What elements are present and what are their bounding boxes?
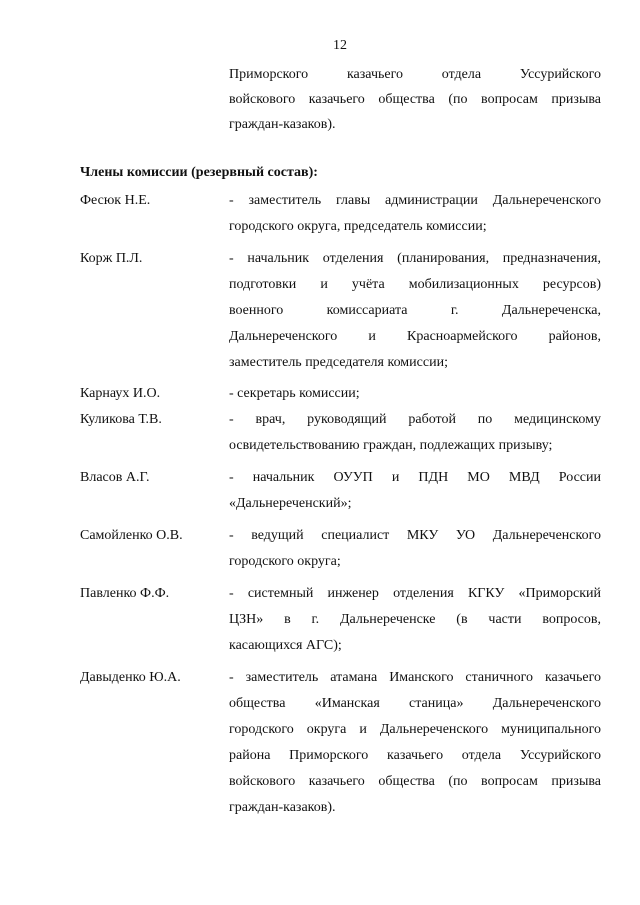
role-line: - начальник отделения (планирования, предназначения, bbox=[229, 251, 601, 266]
continuation-line: Приморского казачьего отдела Уссурийского bbox=[229, 67, 601, 82]
member-row bbox=[80, 381, 601, 407]
member-row bbox=[80, 246, 601, 376]
member-row bbox=[80, 465, 601, 517]
member-row bbox=[80, 665, 601, 821]
role-line: - заместитель главы администрации Дальнереченского bbox=[229, 193, 601, 208]
member-role bbox=[229, 188, 601, 240]
role-line: района Приморского казачьего отдела Уссурийского bbox=[229, 748, 601, 763]
page-number: 12 bbox=[333, 38, 347, 53]
role-line: «Дальнереченский»; bbox=[229, 496, 352, 511]
role-line: городского округа, председатель комиссии; bbox=[229, 219, 487, 234]
role-line: граждан-казаков). bbox=[229, 800, 336, 815]
member-name: Куликова Т.В. bbox=[80, 412, 162, 427]
member-row bbox=[80, 407, 601, 459]
continuation-text bbox=[229, 62, 601, 137]
member-name: Фесюк Н.Е. bbox=[80, 193, 151, 208]
role-line: - секретарь комиссии; bbox=[229, 386, 360, 401]
role-line: подготовки и учёта мобилизационных ресурсов) bbox=[229, 277, 601, 292]
role-line: касающихся АГС); bbox=[229, 638, 342, 653]
role-line: - системный инженер отделения КГКУ «Приморский bbox=[229, 586, 601, 601]
continuation-line: граждан-казаков). bbox=[229, 117, 336, 132]
role-line: - начальник ОУУП и ПДН МО МВД России bbox=[229, 470, 601, 485]
role-line: городского округа и Дальнереченского муниципального bbox=[229, 722, 601, 737]
member-name: Карнаух И.О. bbox=[80, 386, 161, 401]
member-role bbox=[229, 665, 601, 821]
member-role bbox=[229, 581, 601, 659]
member-name: Павленко Ф.Ф. bbox=[80, 586, 170, 601]
member-role bbox=[229, 246, 601, 376]
member-role bbox=[229, 381, 601, 407]
role-line: Дальнереченского и Красноармейского районов, bbox=[229, 329, 601, 344]
member-role bbox=[229, 465, 601, 517]
member-row bbox=[80, 581, 601, 659]
members-list bbox=[80, 188, 601, 821]
member-role bbox=[229, 407, 601, 459]
role-line: - ведущий специалист МКУ УО Дальнереченского bbox=[229, 528, 601, 543]
role-line: войскового казачьего общества (по вопросам призыва bbox=[229, 774, 601, 789]
member-name: Давыденко Ю.А. bbox=[80, 670, 181, 685]
member-role bbox=[229, 523, 601, 575]
role-line: - заместитель атамана Иманского станичного казачьего bbox=[229, 670, 601, 685]
role-line: освидетельствованию граждан, подлежащих призыву; bbox=[229, 438, 553, 453]
role-line: общества «Иманская станица» Дальнереченского bbox=[229, 696, 601, 711]
role-line: городского округа; bbox=[229, 554, 341, 569]
member-name: Самойленко О.В. bbox=[80, 528, 183, 543]
role-line: ЦЗН» в г. Дальнереченске (в части вопросов, bbox=[229, 612, 601, 627]
member-row bbox=[80, 188, 601, 240]
role-line: - врач, руководящий работой по медицинскому bbox=[229, 412, 601, 427]
role-line: заместитель председателя комиссии; bbox=[229, 355, 448, 370]
continuation-line: войскового казачьего общества (по вопросам призыва bbox=[229, 92, 601, 107]
member-row bbox=[80, 523, 601, 575]
role-line: военного комиссариата г. Дальнереченска, bbox=[229, 303, 601, 318]
member-name: Власов А.Г. bbox=[80, 470, 150, 485]
member-name: Корж П.Л. bbox=[80, 251, 143, 266]
section-heading: Члены комиссии (резервный состав): bbox=[80, 165, 318, 180]
